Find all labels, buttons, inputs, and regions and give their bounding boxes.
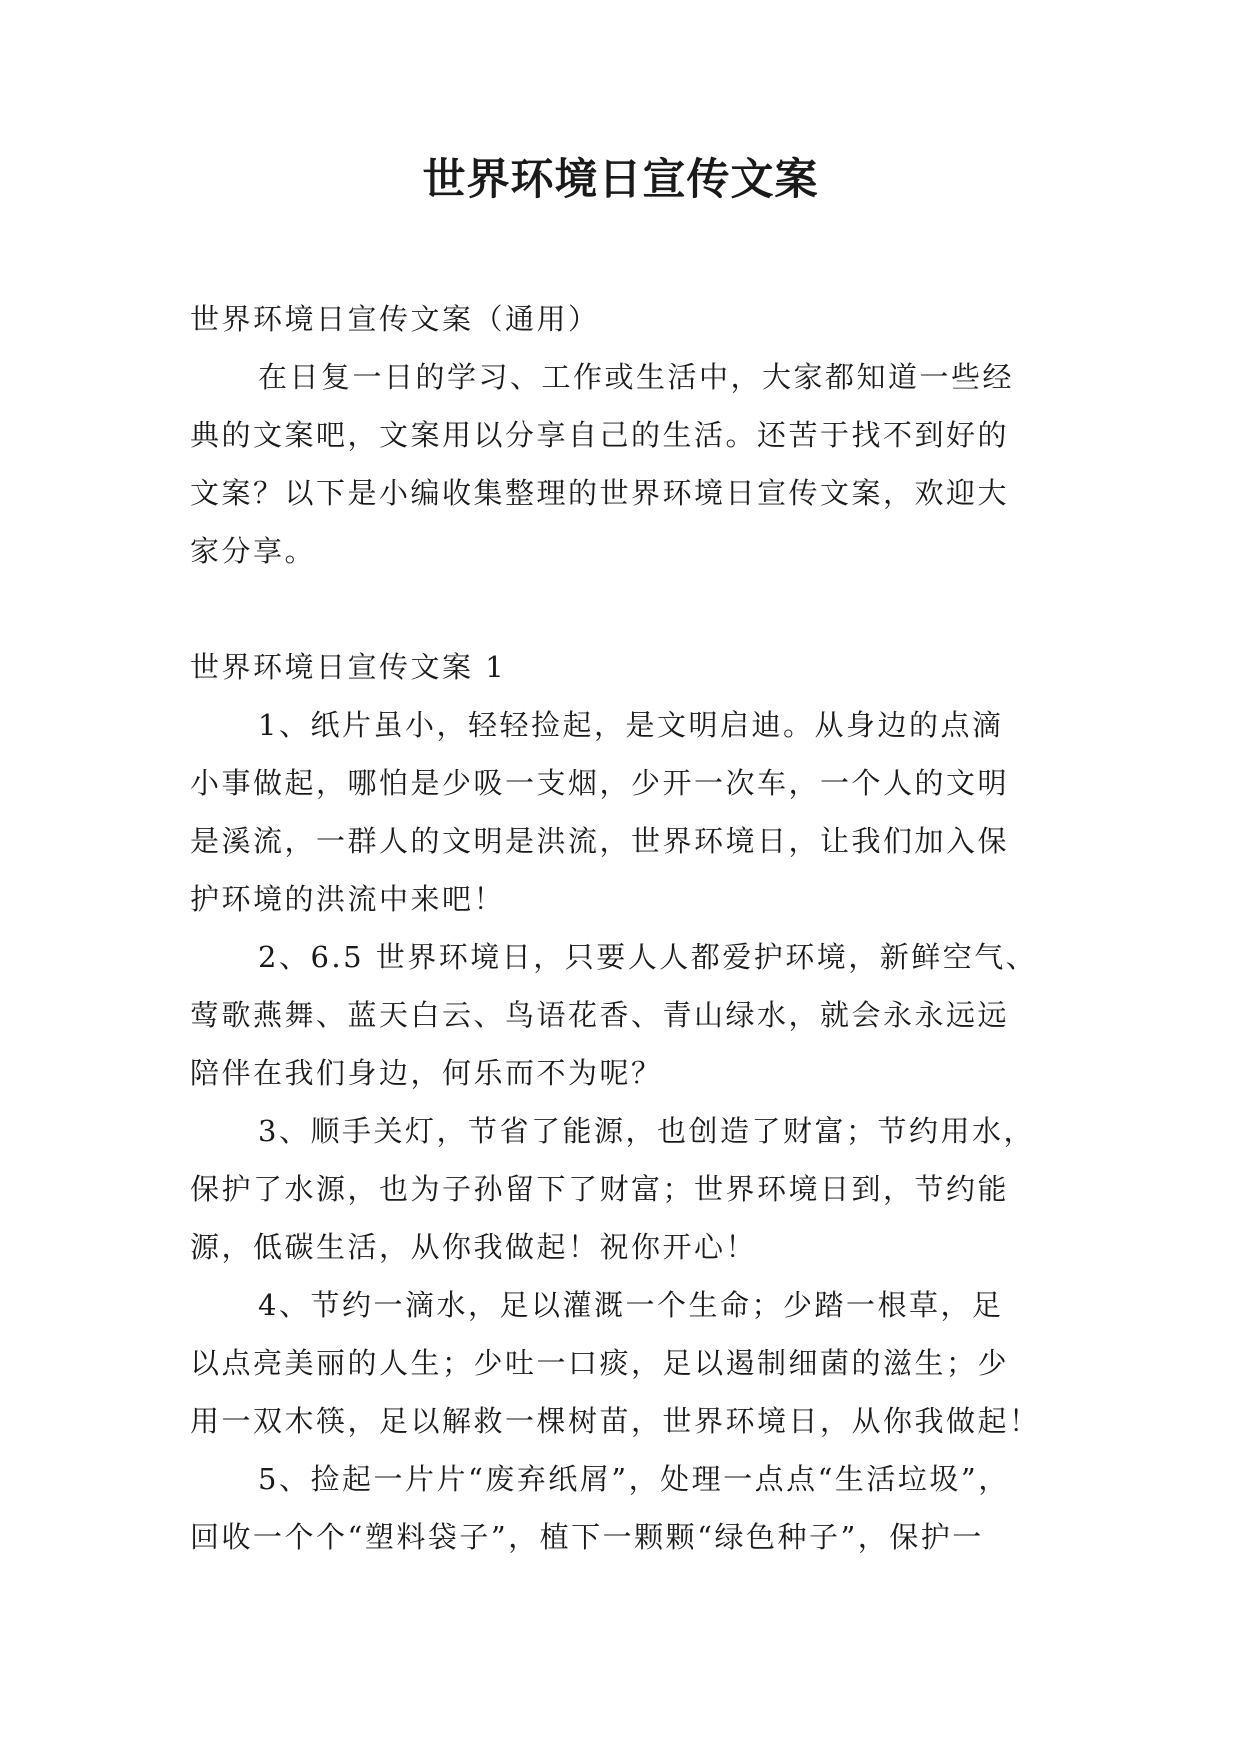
paragraph-line: 5、捡起一片片“废弃纸屑”，处理一点点“生活垃圾”， bbox=[258, 1462, 1010, 1496]
document-subtitle: 世界环境日宣传文案（通用） bbox=[190, 302, 600, 336]
document-body bbox=[190, 290, 1060, 1566]
paragraph-line: 小事做起，哪怕是少吸一支烟，少开一次车，一个人的文明 bbox=[190, 766, 1010, 800]
paragraph-line: 用一双木筷，足以解救一棵树苗，世界环境日，从你我做起！ bbox=[190, 1404, 1041, 1438]
paragraph-line: 3、顺手关灯，节省了能源，也创造了财富；节约用水， bbox=[258, 1114, 1035, 1148]
paragraph-line: 保护了水源，也为子孙留下了财富；世界环境日到，节约能 bbox=[190, 1172, 1010, 1206]
section-heading: 世界环境日宣传文案 1 bbox=[190, 650, 507, 684]
paragraph-line: 在日复一日的学习、工作或生活中，大家都知道一些经 bbox=[258, 360, 1015, 394]
paragraph-line: 2、6.5 世界环境日，只要人人都爱护环境，新鲜空气、 bbox=[258, 940, 1038, 974]
paragraph-line: 文案？以下是小编收集整理的世界环境日宣传文案，欢迎大 bbox=[190, 476, 1010, 510]
list-item bbox=[190, 1276, 1060, 1450]
paragraph-line: 4、节约一滴水，足以灌溉一个生命；少踏一根草，足 bbox=[258, 1288, 1004, 1322]
list-item bbox=[190, 1450, 1060, 1566]
paragraph-line: 回收一个个“塑料袋子”，植下一颗颗“绿色种子”，保护一 bbox=[190, 1520, 984, 1554]
paragraph-line: 典的文案吧，文案用以分享自己的生活。还苦于找不到好的 bbox=[190, 418, 1010, 452]
paragraph-line: 源，低碳生活，从你我做起！祝你开心！ bbox=[190, 1230, 758, 1264]
list-item bbox=[190, 928, 1060, 1102]
paragraph-line: 陪伴在我们身边，何乐而不为呢？ bbox=[190, 1056, 663, 1090]
paragraph-line: 1、纸片虽小，轻轻捡起，是文明启迪。从身边的点滴 bbox=[258, 708, 1004, 742]
paragraph-line: 家分享。 bbox=[190, 534, 317, 568]
list-item bbox=[190, 1102, 1060, 1276]
paragraph-line: 是溪流，一群人的文明是洪流，世界环境日，让我们加入保 bbox=[190, 824, 1010, 858]
list-item bbox=[190, 696, 1060, 928]
paragraph-line: 莺歌燕舞、蓝天白云、鸟语花香、青山绿水，就会永永远远 bbox=[190, 998, 1010, 1032]
paragraph-line: 以点亮美丽的人生；少吐一口痰，足以遏制细菌的滋生；少 bbox=[190, 1346, 1010, 1380]
intro-paragraph bbox=[190, 348, 1060, 580]
document-title: 世界环境日宣传文案 bbox=[422, 155, 819, 205]
paragraph-spacer bbox=[190, 580, 1060, 638]
paragraph-line: 护环境的洪流中来吧！ bbox=[190, 882, 506, 916]
